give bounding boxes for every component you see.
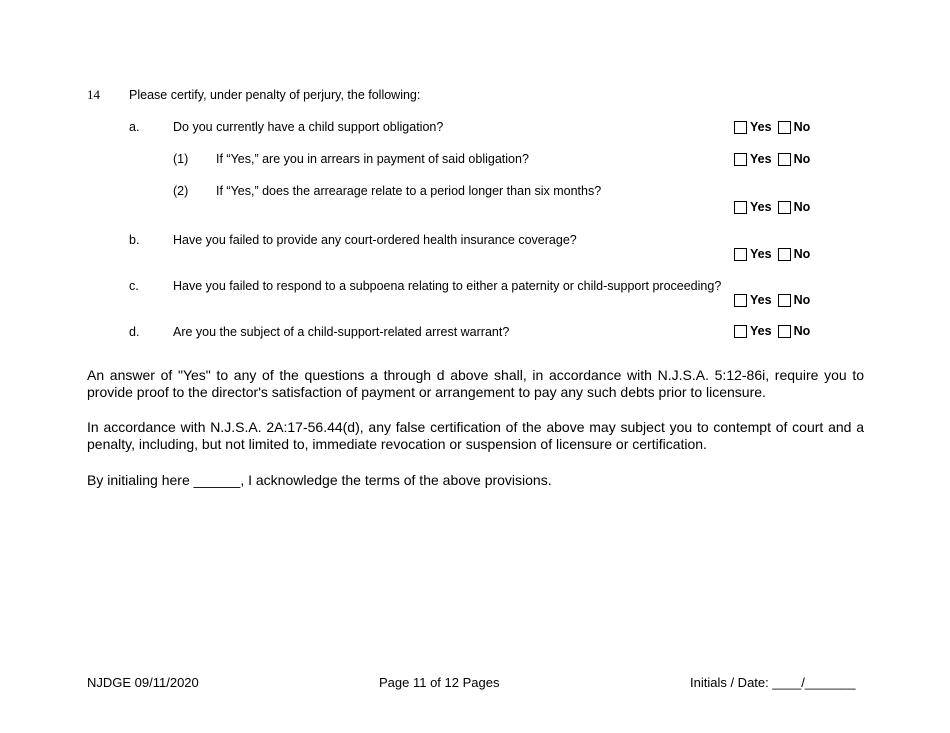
- yes-label: Yes: [750, 120, 772, 134]
- yes-label: Yes: [750, 152, 772, 166]
- no-checkbox-c[interactable]: [778, 294, 791, 307]
- yes-label: Yes: [750, 293, 772, 307]
- paragraph-initial-acknowledgement: By initialing here ______, I acknowledge the terms of the above provisions.: [87, 472, 552, 488]
- item-text-c: Have you failed to respond to a subpoena relating to either a paternity or child-support proceeding?: [173, 279, 722, 293]
- footer-page-number: Page 11 of 12 Pages: [379, 675, 500, 690]
- yes-no-1: [734, 152, 810, 166]
- no-label: No: [793, 247, 811, 261]
- item-marker-b: b.: [129, 233, 140, 247]
- no-label: No: [793, 152, 811, 166]
- yes-checkbox-2[interactable]: [734, 201, 747, 214]
- yes-no-a: [734, 120, 810, 134]
- no-label: No: [793, 324, 811, 338]
- item-marker-1: (1): [173, 152, 189, 166]
- question-number: 14: [87, 87, 100, 102]
- no-label: No: [793, 293, 811, 307]
- yes-checkbox-1[interactable]: [734, 153, 747, 166]
- yes-checkbox-d[interactable]: [734, 325, 747, 338]
- question-intro: Please certify, under penalty of perjury, the following:: [129, 88, 421, 102]
- no-label: No: [793, 200, 811, 214]
- paragraph-false-certification: In accordance with N.J.S.A. 2A:17-56.44(d), any false certification of the above may subject you to contempt of court and a penalty, including, but not limited to, immediate revocation or suspension of licensure or certification.: [87, 419, 864, 452]
- item-marker-a: a.: [129, 120, 140, 134]
- yes-label: Yes: [750, 247, 772, 261]
- item-text-1: If “Yes,” are you in arrears in payment of said obligation?: [216, 152, 529, 166]
- no-label: No: [793, 120, 811, 134]
- item-marker-c: c.: [129, 279, 139, 293]
- yes-checkbox-a[interactable]: [734, 121, 747, 134]
- item-text-d: Are you the subject of a child-support-related arrest warrant?: [173, 325, 510, 339]
- no-checkbox-2[interactable]: [778, 201, 791, 214]
- no-checkbox-d[interactable]: [778, 325, 791, 338]
- item-text-a: Do you currently have a child support obligation?: [173, 120, 444, 134]
- yes-no-d: [734, 324, 810, 338]
- yes-no-c: [734, 293, 810, 307]
- yes-label: Yes: [750, 200, 772, 214]
- yes-no-b: [734, 247, 810, 261]
- paragraph-yes-consequence: An answer of "Yes" to any of the questions a through d above shall, in accordance with N.J.S.A. 5:12-86i, require you to provide proof to the director's satisfaction of payment or arrangement to pay any such debts prior to licensure.: [87, 367, 864, 400]
- no-checkbox-b[interactable]: [778, 248, 791, 261]
- item-text-b: Have you failed to provide any court-ordered health insurance coverage?: [173, 233, 577, 247]
- yes-checkbox-c[interactable]: [734, 294, 747, 307]
- yes-label: Yes: [750, 324, 772, 338]
- footer-initials-date: Initials / Date: ____/_______: [690, 675, 856, 690]
- yes-checkbox-b[interactable]: [734, 248, 747, 261]
- yes-no-2: [734, 200, 810, 214]
- item-text-2: If “Yes,” does the arrearage relate to a period longer than six months?: [216, 184, 602, 198]
- no-checkbox-a[interactable]: [778, 121, 791, 134]
- footer-form-id: NJDGE 09/11/2020: [87, 675, 199, 690]
- item-marker-d: d.: [129, 325, 140, 339]
- no-checkbox-1[interactable]: [778, 153, 791, 166]
- item-marker-2: (2): [173, 184, 189, 198]
